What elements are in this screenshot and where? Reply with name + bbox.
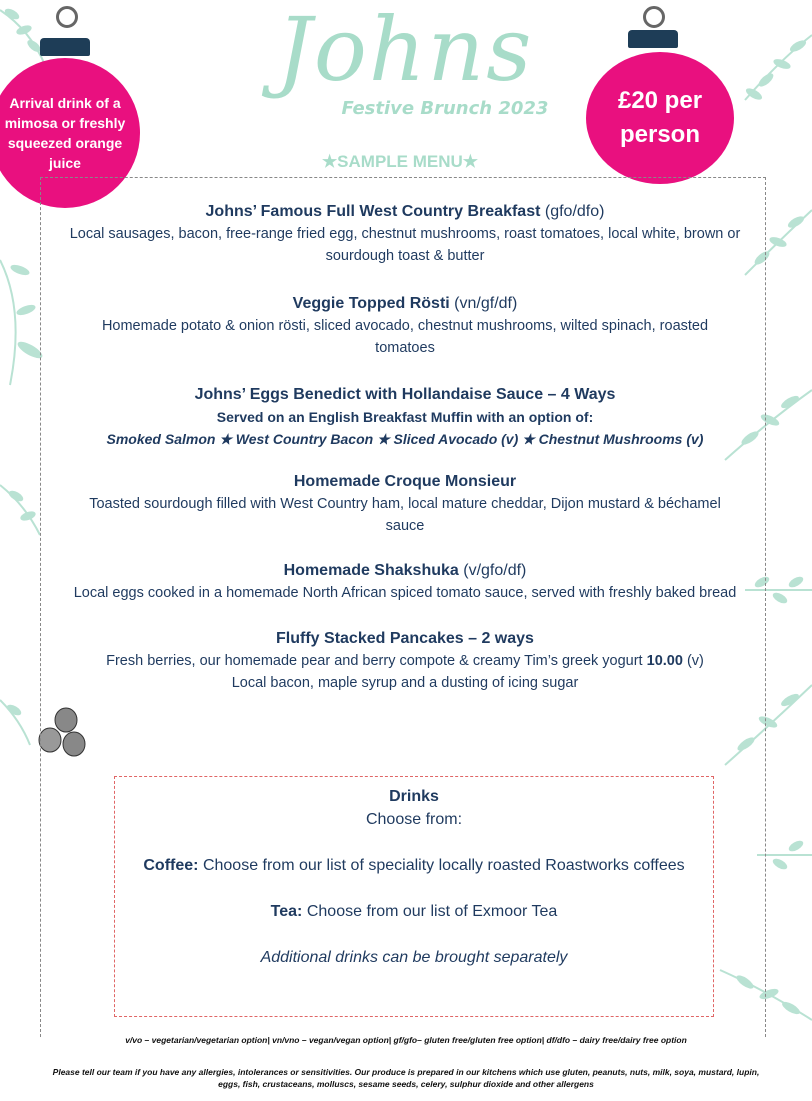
festive-subtitle: Festive Brunch 2023 — [341, 98, 549, 119]
price-text: £20 per person — [617, 87, 703, 148]
price-bauble — [586, 52, 734, 184]
diet-tag: (gfo/dfo) — [544, 203, 605, 220]
drinks-heading: Drinks — [389, 788, 439, 805]
bauble-cap-icon — [628, 30, 678, 48]
dietary-key: v/vo – vegetarian/vegetarian option| vn/vno – vegan/vegan option| gf/gfo– gluten free/gluten free option| df/dfo – dairy free/dairy free option — [125, 1035, 687, 1045]
menu-item-description: Local bacon, maple syrup and a dusting of icing sugar — [231, 675, 579, 691]
menu-item-options: Smoked Salmon ★ West Country Bacon ★ Sliced Avocado (v) ★ Chestnut Mushrooms (v) — [106, 431, 704, 447]
menu-item-subtitle: Served on an English Breakfast Muffin with an option of: — [216, 409, 594, 425]
diet-tag: (v/gfo/df) — [463, 562, 527, 579]
menu-item-title: Homemade Shakshuka (v/gfo/df) — [283, 562, 527, 579]
menu-item — [30, 201, 780, 267]
menu-item-description: Local sausages, bacon, free-range fried egg, chestnut mushrooms, roast tomatoes, local white, brown or sourdough toast & butter — [69, 226, 741, 264]
arrival-drink-text: Arrival drink of a mimosa or freshly squeezed orange juice — [4, 95, 126, 171]
menu-item-price: 10.00 — [646, 653, 683, 669]
menu-item-title: Johns’ Eggs Benedict with Hollandaise Sauce – 4 Ways — [194, 386, 616, 403]
drinks-choose: Choose from: — [365, 811, 463, 828]
menu-item-title: Johns’ Famous Full West Country Breakfast (gfo/dfo) — [205, 203, 605, 220]
drinks-coffee: Coffee: Choose from our list of speciality locally roasted Roastworks coffees — [143, 857, 685, 874]
menu-item — [30, 471, 780, 537]
menu-item — [30, 384, 780, 450]
menu-item — [30, 628, 780, 694]
bauble-hook-icon — [643, 6, 665, 28]
menu-item-title: Homemade Croque Monsieur — [293, 473, 517, 490]
menu-item-title: Veggie Topped Rösti (vn/gf/df) — [292, 295, 518, 312]
leaf-sprig-decoration — [740, 30, 812, 110]
menu-item-description: Homemade potato & onion rösti, sliced avocado, chestnut mushrooms, wilted spinach, roasted tomatoes — [101, 318, 709, 356]
drinks-tea: Tea: Choose from our list of Exmoor Tea — [270, 903, 558, 920]
bauble-hook-icon — [56, 6, 78, 28]
drinks-note: Additional drinks can be brought separately — [260, 949, 568, 966]
menu-item-description: Fresh berries, our homemade pear and berry compote & creamy Tim’s greek yogurt 10.00 (v) — [106, 653, 704, 669]
sample-menu-heading: ★SAMPLE MENU★ — [321, 152, 479, 171]
drinks-box — [114, 776, 714, 1017]
menu-item — [30, 293, 780, 359]
menu-item — [30, 560, 780, 604]
menu-item-title: Fluffy Stacked Pancakes – 2 ways — [276, 630, 534, 647]
diet-tag: (vn/gf/df) — [454, 295, 518, 312]
allergy-notice: Please tell our team if you have any allergies, intolerances or sensitivities. Our produce is prepared in our kitchens which use gluten, peanuts, nuts, milk, soya, mustard, lupin, eggs, fish, crustaceans, molluscs, sesame seeds, celery, sulphur dioxide and other allergens — [52, 1067, 760, 1089]
bauble-cap-icon — [40, 38, 90, 56]
brand-logo: Johns — [276, 0, 534, 101]
menu-item-description: Toasted sourdough filled with West Country ham, local mature cheddar, Dijon mustard & béchamel sauce — [89, 496, 721, 534]
menu-item-description: Local eggs cooked in a homemade North African spiced tomato sauce, served with freshly baked bread — [73, 585, 737, 601]
